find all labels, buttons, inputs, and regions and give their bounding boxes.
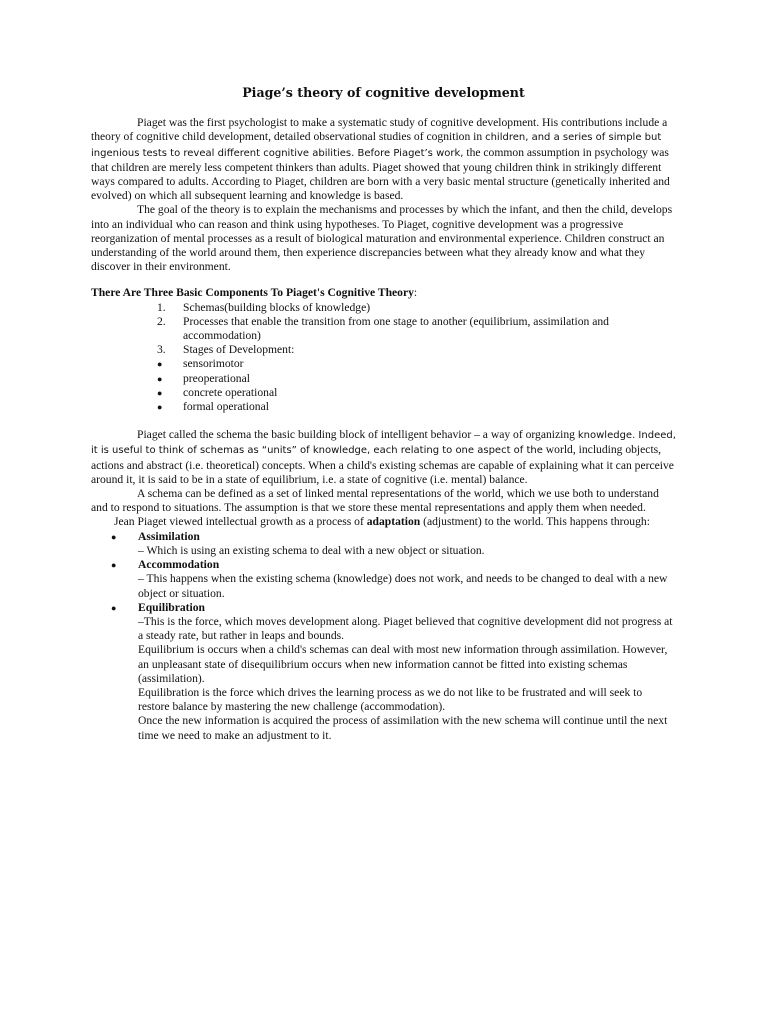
schema-paragraph-1 — [91, 428, 676, 487]
document-page — [91, 86, 676, 743]
equilibration-item — [138, 601, 676, 743]
accommodation-term: Accommodation — [138, 558, 220, 572]
schema-section — [91, 428, 676, 529]
accommodation-item — [138, 558, 676, 601]
bullet-icon: ● — [111, 560, 117, 571]
equilibration-line-4: Once the new information is acquired the process of assimilation with the new schema will continue until the next time we need to make an adjustment to it. — [138, 714, 668, 742]
schema-p1-part-c: world, including objects, actions and abstract (i.e. theoretical) concepts. When a child's existing schemas are capable of explaining what it can perceive around it, it is said to be in a state of equilibrium, i.e. a state of cognitive (i.e. mental) balance. — [91, 443, 674, 486]
intro-p1-part-b: children, and a series of simple but ingenious tests to reveal different cognitive abilities. Before Piaget’s work, — [91, 132, 662, 159]
equilibration-line-3: Equilibration is the force which drives the learning process as we do not like to be frustrated and will seek to restore balance by mastering the new challenge (accommodation). — [138, 685, 643, 714]
list-item — [157, 315, 676, 343]
schema-p3-part-b: (adjustment) to the world. This happens through: — [420, 515, 650, 529]
equilibration-line-2: Equilibrium is occurs when a child's schemas can deal with most new information through assimilation. However, an unpleasant state of disequilibrium occurs when new information cannot be fitted into existing schemas (assimilation). — [138, 643, 668, 685]
schema-paragraph-2: A schema can be defined as a set of linked mental representations of the world, which we use both to understand and to respond to situations. The assumption is that we store these mental representations and apply them when needed. — [91, 487, 659, 515]
list-item — [157, 386, 676, 400]
list-item — [157, 357, 676, 371]
adaptation-list — [111, 530, 676, 743]
bullet-icon: ● — [111, 602, 117, 613]
list-item-text: Stages of Development: — [183, 343, 295, 357]
bullet-icon: ● — [157, 359, 163, 370]
list-item — [111, 558, 676, 601]
assimilation-term: Assimilation — [138, 529, 200, 543]
list-item — [157, 372, 676, 386]
components-heading-text: There Are Three Basic Components To Piaget's Cognitive Theory — [91, 286, 414, 300]
list-item — [157, 400, 676, 414]
components-heading-suffix: : — [413, 286, 418, 300]
stage-preoperational: preoperational — [183, 371, 250, 385]
list-item-text: Schemas(building blocks of knowledge) — [183, 300, 371, 314]
schema-p3-part-a: Jean Piaget viewed intellectual growth as a process of — [114, 515, 367, 529]
list-item — [157, 343, 676, 357]
schema-p1-part-a: Piaget called the schema the basic building block of intelligent behavior – a way of organizing — [137, 428, 578, 442]
intro-paragraph-2: The goal of the theory is to explain the mechanisms and processes by which the infant, and then the child, develops into an individual who can reason and think using hypotheses. To Piaget, cognitive development was a progressive reorganization of mental processes as a result of biological maturation and environmental experience. Children construct an understanding of the world around them, then experience discrepancies between what they already know and what they discover in their environment. — [91, 203, 673, 274]
intro-p1-part-c: the common assumption in psychology was that children are merely less competent thinkers than adults. Piaget showed that young children think in strikingly different ways compared to adults. According to Piaget, children are born with a very basic mental structure (genetically inherited and evolved) on which all subsequent learning and knowledge is based. — [91, 145, 670, 203]
components-heading — [91, 286, 676, 300]
stage-sensorimotor: sensorimotor — [183, 357, 244, 371]
document-title: Piage’s theory of cognitive development — [242, 85, 525, 100]
stage-concrete-operational: concrete operational — [183, 385, 278, 399]
list-item — [111, 530, 676, 558]
list-item-text: Processes that enable the transition from one stage to another (equilibrium, assimilation and accommodation) — [183, 314, 609, 343]
list-number: 2. — [157, 314, 166, 328]
stage-formal-operational: formal operational — [183, 400, 269, 414]
equilibration-term: Equilibration — [138, 600, 206, 614]
list-item — [111, 601, 676, 743]
bullet-icon: ● — [157, 373, 163, 384]
list-number: 1. — [157, 300, 166, 314]
components-list — [157, 301, 676, 415]
list-item — [157, 301, 676, 315]
assimilation-item — [138, 530, 676, 558]
intro-paragraph-1 — [91, 116, 676, 203]
adaptation-term: adaptation — [366, 515, 421, 529]
assimilation-description: – Which is using an existing schema to deal with a new object or situation. — [138, 543, 485, 557]
bullet-icon: ● — [157, 402, 163, 413]
bullet-icon: ● — [111, 531, 117, 542]
accommodation-description: – This happens when the existing schema (knowledge) does not work, and needs to be changed to deal with a new object or situation. — [138, 572, 668, 600]
bullet-icon: ● — [157, 387, 163, 398]
equilibration-line-1: –This is the force, which moves development along. Piaget believed that cognitive development did not progress at a steady rate, but rather in leaps and bounds. — [138, 614, 673, 643]
schema-paragraph-3 — [91, 515, 676, 529]
intro-p1-part-a: Piaget was the first psychologist to make a systematic study of cognitive development. His contributions include a theory of cognitive child development, detailed observational studies of cognition in — [91, 116, 668, 144]
list-number: 3. — [157, 343, 166, 357]
schema-p1-part-b: knowledge. Indeed, it is useful to think of schemas as “units” of knowledge, each relating to one aspect of the — [91, 430, 676, 457]
